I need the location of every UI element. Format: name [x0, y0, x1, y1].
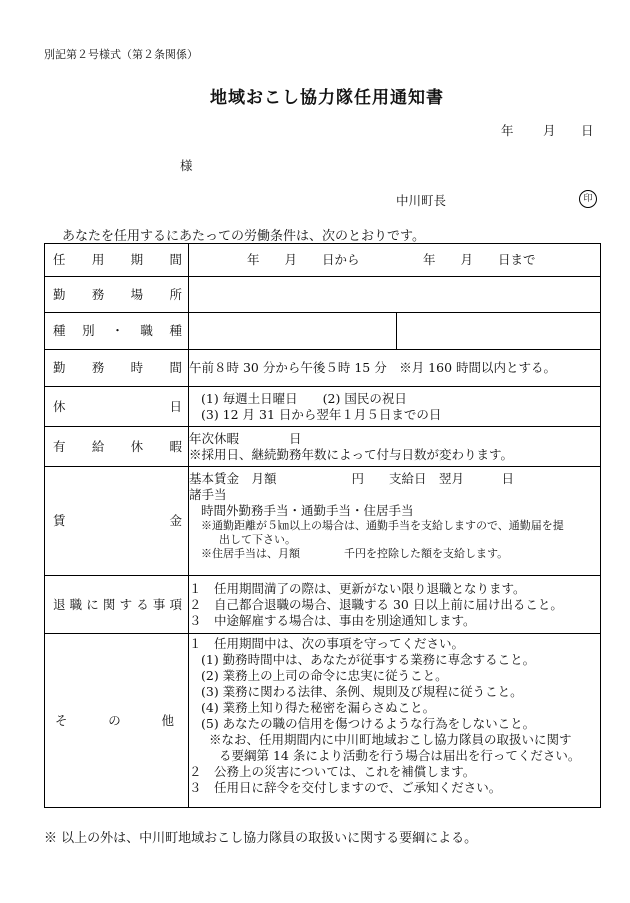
label-retire: 退 職 に 関 す る 事 項	[45, 576, 189, 634]
date-month: 月	[543, 123, 556, 138]
row-retire	[45, 576, 601, 634]
wage-line-3: 時間外勤務手当・通勤手当・住居手当	[201, 503, 414, 518]
term-value	[189, 244, 601, 277]
holidays-value	[189, 387, 601, 427]
other-line-8: る要綱第 14 条により活動を行う場合は届出を行ってください。	[219, 748, 581, 763]
hours-value: 午前８時 30 分から午後５時 15 分 ※月 160 時間以内とする。	[189, 350, 601, 387]
other-line-2: (1) 勤務時間中は、あなたが従事する業務に専念すること。	[201, 652, 536, 667]
job-value	[397, 313, 601, 350]
label-other: そ の 他	[45, 634, 189, 808]
seal-mark: 印	[579, 190, 597, 208]
other-line-4: (3) 業務に関わる法律、条例、規則及び規程に従うこと。	[201, 684, 523, 699]
form-number: 別記第２号様式（第２条関係）	[44, 48, 198, 61]
other-line-10: ３ 任用日に辞令を交付しますので、ご承知ください。	[189, 780, 502, 795]
issuer-name: 中川町長	[396, 193, 447, 208]
term-to: 年 月 日まで	[423, 252, 536, 267]
row-other	[45, 634, 601, 808]
row-wage	[45, 467, 601, 576]
place-value	[189, 277, 601, 313]
label-place: 勤 務 場 所	[45, 277, 189, 313]
other-line-6: (5) あなたの職の信用を傷つけるような行為をしないこと。	[201, 716, 536, 731]
retire-value	[189, 576, 601, 634]
leave-value	[189, 427, 601, 467]
retire-line-1: １ 任用期間満了の際は、更新がない限り退職となります。	[189, 580, 526, 596]
other-line-7: ※なお、任用期間内に中川町地域おこし協力隊員の取扱いに関す	[209, 732, 572, 747]
label-type: 種 別 ・ 職 種	[45, 313, 189, 350]
row-place	[45, 277, 601, 313]
wage-line-2: 諸手当	[189, 487, 227, 502]
label-wage: 賃 金	[45, 467, 189, 576]
page-title: 地域おこし協力隊任用通知書	[210, 88, 444, 108]
row-term	[45, 244, 601, 277]
row-hours	[45, 350, 601, 387]
holidays-line-2: (3) 12 月 31 日から翌年１月５日までの日	[201, 406, 442, 422]
wage-line-1: 基本賃金 月額 円 支給日 翌月 日	[189, 471, 515, 486]
label-term: 任 用 期 間	[45, 244, 189, 277]
recipient-suffix: 様	[180, 158, 193, 173]
label-hours: 勤 務 時 間	[45, 350, 189, 387]
wage-line-6: ※住居手当は、月額 千円を控除した額を支給します。	[201, 547, 509, 560]
intro-text: あなたを任用するにあたっての労働条件は、次のとおりです。	[62, 229, 425, 244]
holidays-line-1: (1) 毎週土日曜日 (2) 国民の祝日	[201, 390, 407, 406]
retire-line-3: ３ 中途解雇する場合は、事由を別途通知します。	[189, 612, 476, 628]
leave-line-2: ※採用日、継続勤務年数によって付与日数が変わります。	[189, 446, 514, 462]
wage-line-4: ※通勤距離が５㎞以上の場合は、通勤手当を支給しますので、通勤届を提	[201, 519, 564, 532]
label-leave: 有 給 休 暇	[45, 427, 189, 467]
other-line-1: １ 任用期間中は、次の事項を守ってください。	[189, 636, 465, 651]
type-value	[189, 313, 397, 350]
wage-line-5: 出して下さい。	[219, 533, 296, 546]
conditions-table	[44, 243, 601, 808]
other-line-9: ２ 公務上の災害については、これを補償します。	[189, 764, 476, 779]
label-holidays: 休 日	[45, 387, 189, 427]
other-line-3: (2) 業務上の上司の命令に忠実に従うこと。	[201, 668, 448, 683]
row-type	[45, 313, 601, 350]
other-value	[189, 634, 601, 808]
retire-line-2: ２ 自己都合退職の場合、退職する 30 日以上前に届け出ること。	[189, 596, 563, 612]
wage-value	[189, 467, 601, 576]
other-line-5: (4) 業務上知り得た秘密を漏らさぬこと。	[201, 700, 436, 715]
row-holidays	[45, 387, 601, 427]
row-leave	[45, 427, 601, 467]
date-year: 年	[501, 123, 514, 138]
footer-note: ※ 以上の外は、中川町地域おこし協力隊員の取扱いに関する要綱による。	[44, 831, 478, 846]
leave-line-1: 年次休暇 日	[189, 430, 302, 446]
term-from: 年 月 日から	[247, 252, 360, 267]
date-day: 日	[581, 123, 594, 138]
